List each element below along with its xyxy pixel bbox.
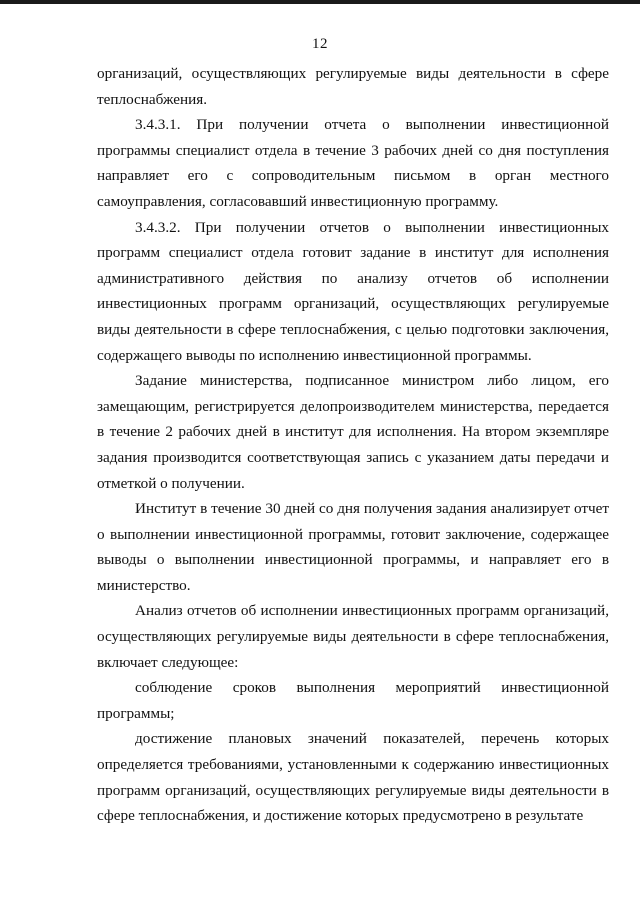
- paragraph-list-item-deadlines: соблюдение сроков выполнения мероприятий инвестиционной программы;: [97, 679, 609, 722]
- document-body: [97, 61, 609, 829]
- paragraph-3-4-3-1: 3.4.3.1. При получении отчета о выполнении инвестиционной программы специалист отдела в течение 3 рабочих дней со дня поступления направляет его с сопроводительным письмом в орган местного самоуправления, согласовавший инвестиционную программу.: [97, 116, 609, 210]
- page-top-border: [0, 0, 640, 4]
- paragraph-ministry-task: Задание министерства, подписанное министром либо лицом, его замещающим, регистрируется делопроизводителем министерства, передается в течение 2 рабочих дней в институт для исполнения. На втором экземпляре задания производится соответствующая запись с указанием даты передачи и отметкой о получении.: [97, 372, 609, 492]
- paragraph-institute-analysis: Институт в течение 30 дней со дня получения задания анализирует отчет о выполнении инвестиционной программы, готовит заключение, содержащее выводы о выполнении инвестиционной программы, и направляет его в министерство.: [97, 500, 609, 594]
- paragraph-3-4-3-2: 3.4.3.2. При получении отчетов о выполнении инвестиционных программ специалист отдела готовит задание в институт для исполнения административного действия по анализу отчетов об исполнении инвестиционных программ организаций, осуществляющих регулируемые виды деятельности в сфере теплоснабжения, с целью подготовки заключения, содержащего выводы по исполнению инвестиционной программы.: [97, 218, 609, 364]
- paragraph-list-item-targets: достижение плановых значений показателей, перечень которых определяется требованиями, установленными к содержанию инвестиционных программ организаций, осуществляющих регулируемые виды деятельности в сфере теплоснабжения, и достижение которых предусмотрено в результате: [97, 730, 609, 825]
- paragraph-continuation: организаций, осуществляющих регулируемые виды деятельности в сфере теплоснабжения.: [97, 65, 609, 108]
- page-number: 12: [312, 36, 328, 52]
- paragraph-analysis-includes: Анализ отчетов об исполнении инвестиционных программ организаций, осуществляющих регулируемые виды деятельности в сфере теплоснабжения, включает следующее:: [97, 602, 609, 671]
